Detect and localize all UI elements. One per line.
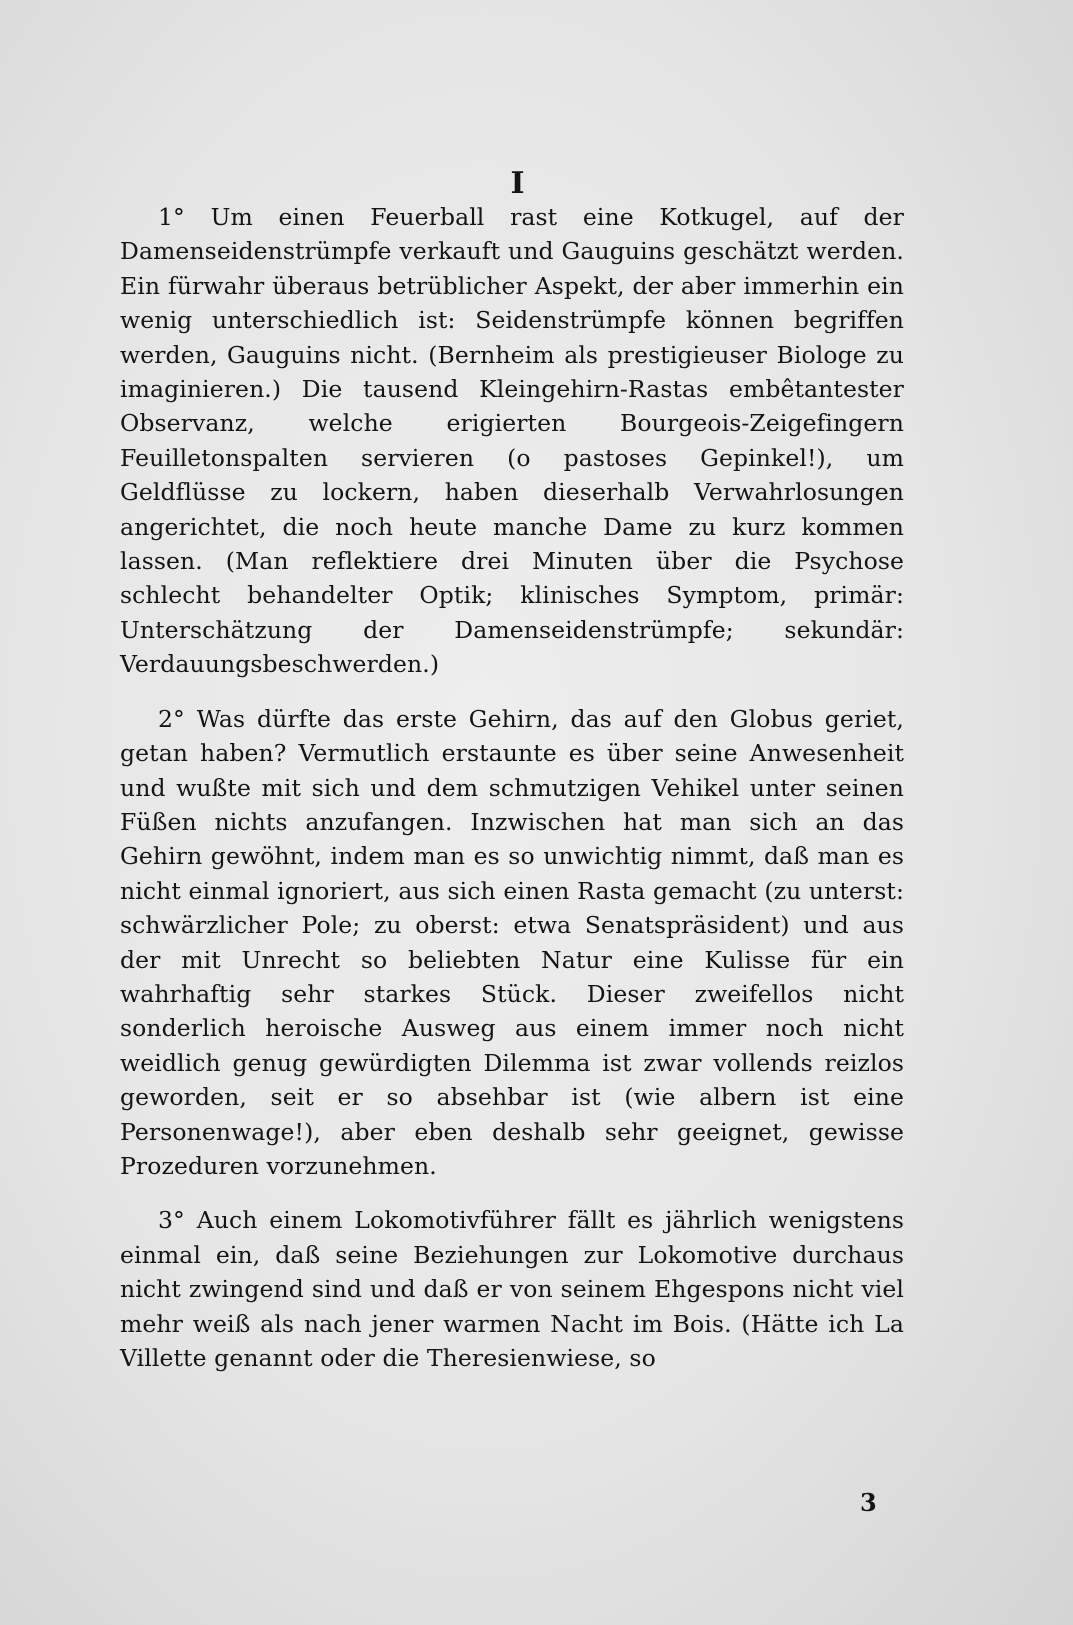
page-number: 3 xyxy=(860,1488,877,1517)
paragraph-2 xyxy=(120,702,904,1184)
paragraph-number: 2° xyxy=(158,704,185,733)
paragraph-number: 1° xyxy=(158,203,185,231)
paragraph-text: Um einen Feuerball rast eine Kotkugel, auf der Damenseidenstrümpfe verkauft und Gauguins geschätzt werden. Ein fürwahr überaus betrüblicher Aspekt, der aber immerhin ein wenig unterschiedlich ist: Seidenstrümpfe können begriffen werden, Gauguins nicht. (Bernheim als prestigieuser Biologe zu imaginieren.) Die tausend Kleingehirn-Rastas embêtantester Observanz, welche erigierten Bourgeois-Zeigefingern Feuilletonspalten servieren (o pastoses Gepinkel!), um Geldflüsse zu lockern, haben dieserhalb Verwahrlosungen angerichtet, die noch heute manche Dame zu kurz kommen lassen. (Man reflektiere drei Minuten über die Psychose schlecht behandelter Optik; klinisches Symptom, primär: Unterschätzung der Damenseidenstrümpfe; sekundär: Verdauungsbeschwerden.) xyxy=(120,203,905,679)
chapter-heading: I xyxy=(510,166,525,201)
paragraph-1 xyxy=(120,200,904,682)
paragraph-3 xyxy=(120,1203,904,1375)
body-text xyxy=(120,200,904,1375)
paragraph-number: 3° xyxy=(158,1206,185,1235)
paragraph-text: Auch einem Lokomotivführer fällt es jährlich wenigstens einmal ein, daß seine Beziehungen zur Lokomotive durchaus nicht zwingend sind und daß er von seinem Ehgespons nicht viel mehr weiß als nach jener warmen Nacht im Bois. (Hätte ich La Villette genannt oder die Theresienwiese, so xyxy=(120,1206,904,1372)
paragraph-text: Was dürfte das erste Gehirn, das auf den Globus geriet, getan haben? Vermutlich erstaunte es über seine Anwesenheit und wußte mit sich und dem schmutzigen Vehikel unter seinen Füßen nichts anzufangen. Inzwischen hat man sich an das Gehirn gewöhnt, indem man es so unwichtig nimmt, daß man es nicht einmal ignoriert, aus sich einen Rasta gemacht (zu unterst: schwärzlicher Pole; zu oberst: etwa Senatspräsident) und aus der mit Unrecht so beliebten Natur eine Kulisse für ein wahrhaftig sehr starkes Stück. Dieser zweifellos nicht sonderlich heroische Ausweg aus einem immer noch nicht weidlich genug gewürdigten Dilemma ist zwar vollends reizlos geworden, seit er so absehbar ist (wie albern ist eine Personenwage!), aber eben deshalb sehr geeignet, gewisse Prozeduren vorzunehmen. xyxy=(120,704,904,1180)
